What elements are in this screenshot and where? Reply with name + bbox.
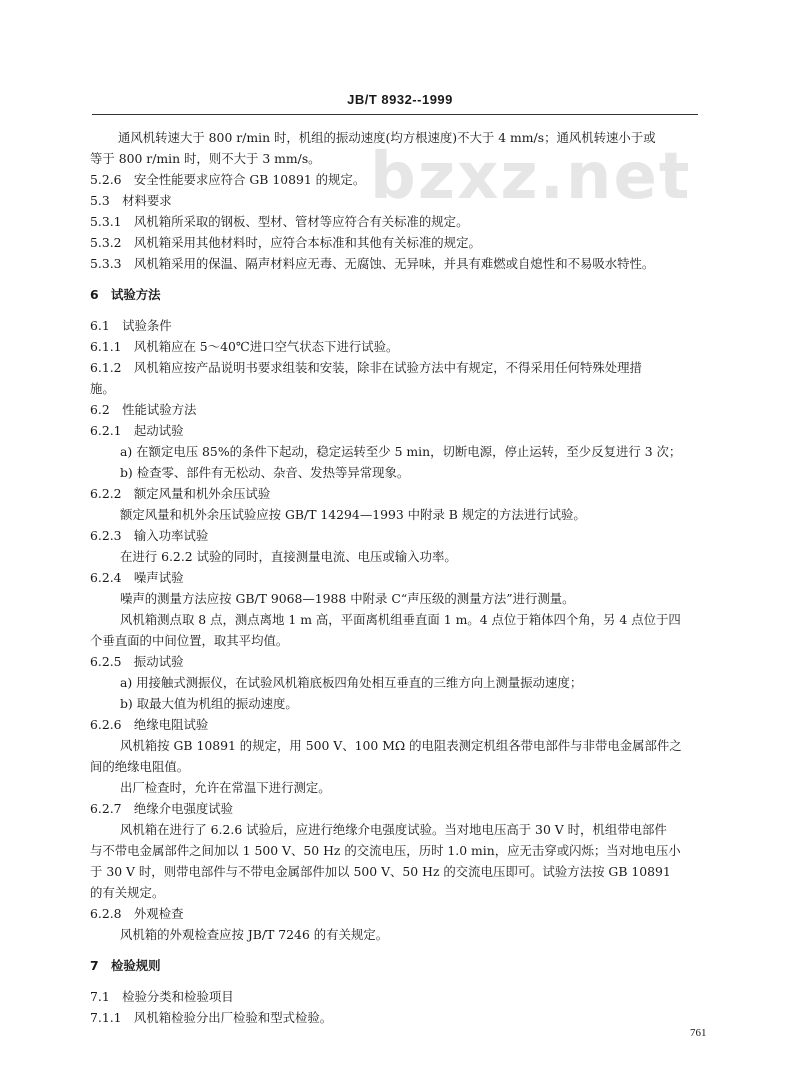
text-line: 风机箱按 GB 10891 的规定，用 500 V、100 MΩ 的电阻表测定机组各带电部件与非带电金属部件之 [120,738,682,753]
text-line: 与不带电金属部件之间加以 1 500 V、50 Hz 的交流电压，历时 1.0 min，应无击穿或闪烁；当对地电压小 [90,843,681,858]
section-6-heading: 6 试验方法 [90,287,161,302]
clause-6-2-6: 6.2.6 绝缘电阻试验 [90,717,209,732]
list-item-b: b) 取最大值为机组的振动速度。 [120,696,298,711]
text-line: 出厂检查时，允许在常温下进行测定。 [120,780,331,795]
clause-6-1-1: 6.1.1 风机箱应在 5～40℃进口空气状态下进行试验。 [90,339,399,354]
clause-6-2-4: 6.2.4 噪声试验 [90,570,184,585]
section-7-heading: 7 检验规则 [90,958,161,973]
text-line: 风机箱的外观检查应按 JB/T 7246 的有关规定。 [120,927,389,942]
text-line: 施。 [90,381,115,396]
text-line: 个垂直面的中间位置，取其平均值。 [90,633,289,648]
clause-6-1-2: 6.1.2 风机箱应按产品说明书要求组装和安装，除非在试验方法中有规定，不得采用任何特殊处理措 [90,360,642,375]
text-line: 于 30 V 时，则带电部件与不带电金属部件加以 500 V、50 Hz 的交流电压即可。试验方法按 GB 10891 [90,864,671,879]
clause-5-2-6: 5.2.6 安全性能要求应符合 GB 10891 的规定。 [90,172,366,187]
clause-6-2-8: 6.2.8 外观检查 [90,906,184,921]
clause-5-3-1: 5.3.1 风机箱所采取的钢板、型材、管材等应符合有关标准的规定。 [90,214,469,229]
clause-6-2-2: 6.2.2 额定风量和机外余压试验 [90,486,271,501]
list-item-a: a) 用接触式测振仪，在试验风机箱底板四角处相互垂直的三维方向上测量振动速度； [120,675,583,690]
clause-6-2-3: 6.2.3 输入功率试验 [90,528,209,543]
clause-6-2-1: 6.2.1 起动试验 [90,423,184,438]
clause-6-2-5: 6.2.5 振动试验 [90,654,184,669]
text-line: 噪声的测量方法应按 GB/T 9068—1988 中附录 C“声压级的测量方法”进行测量。 [120,591,575,606]
header-rule [92,114,698,115]
clause-6-2-7: 6.2.7 绝缘介电强度试验 [90,801,234,816]
text-line: 风机箱测点取 8 点，测点离地 1 m 高，平面离机组垂直面 1 m。4 点位于箱体四个角，另 4 点位于四 [120,612,681,627]
list-item-b: b) 检查零、部件有无松动、杂音、发热等异常现象。 [120,465,410,480]
text-line: 的有关规定。 [90,885,165,900]
clause-5-3-2: 5.3.2 风机箱采用其他材料时，应符合本标准和其他有关标准的规定。 [90,235,481,250]
text-line: 在进行 6.2.2 试验的同时，直接测量电流、电压或输入功率。 [120,549,457,564]
clause-5-3-3: 5.3.3 风机箱采用的保温、隔声材料应无毒、无腐蚀、无异味，并具有难燃或自熄性和不易吸水特性。 [90,256,655,271]
clause-7-1-1: 7.1.1 风机箱检验分出厂检验和型式检验。 [90,1010,333,1025]
text-line: 风机箱在进行了 6.2.6 试验后，应进行绝缘介电强度试验。当对地电压高于 30 V 时，机组带电部件 [120,822,667,837]
list-item-a: a) 在额定电压 85%的条件下起动，稳定运转至少 5 min，切断电源，停止运转，至少反复进行 3 次； [120,444,682,459]
clause-6-1: 6.1 试验条件 [90,318,172,333]
clause-6-2: 6.2 性能试验方法 [90,402,197,417]
text-line: 通风机转速大于 800 r/min 时，机组的振动速度(均方根速度)不大于 4 mm/s；通风机转速小于或 [118,130,656,145]
page-number: 761 [690,1027,707,1039]
text-line: 间的绝缘电阻值。 [90,759,190,774]
clause-5-3: 5.3 材料要求 [90,193,172,208]
watermark: bzxz.net [370,140,692,214]
text-line: 等于 800 r/min 时，则不大于 3 mm/s。 [90,151,321,166]
text-line: 额定风量和机外余压试验应按 GB/T 14294—1993 中附录 B 规定的方法进行试验。 [120,507,586,522]
standard-code-header: JB/T 8932--1999 [347,92,453,107]
clause-7-1: 7.1 检验分类和检验项目 [90,989,234,1004]
